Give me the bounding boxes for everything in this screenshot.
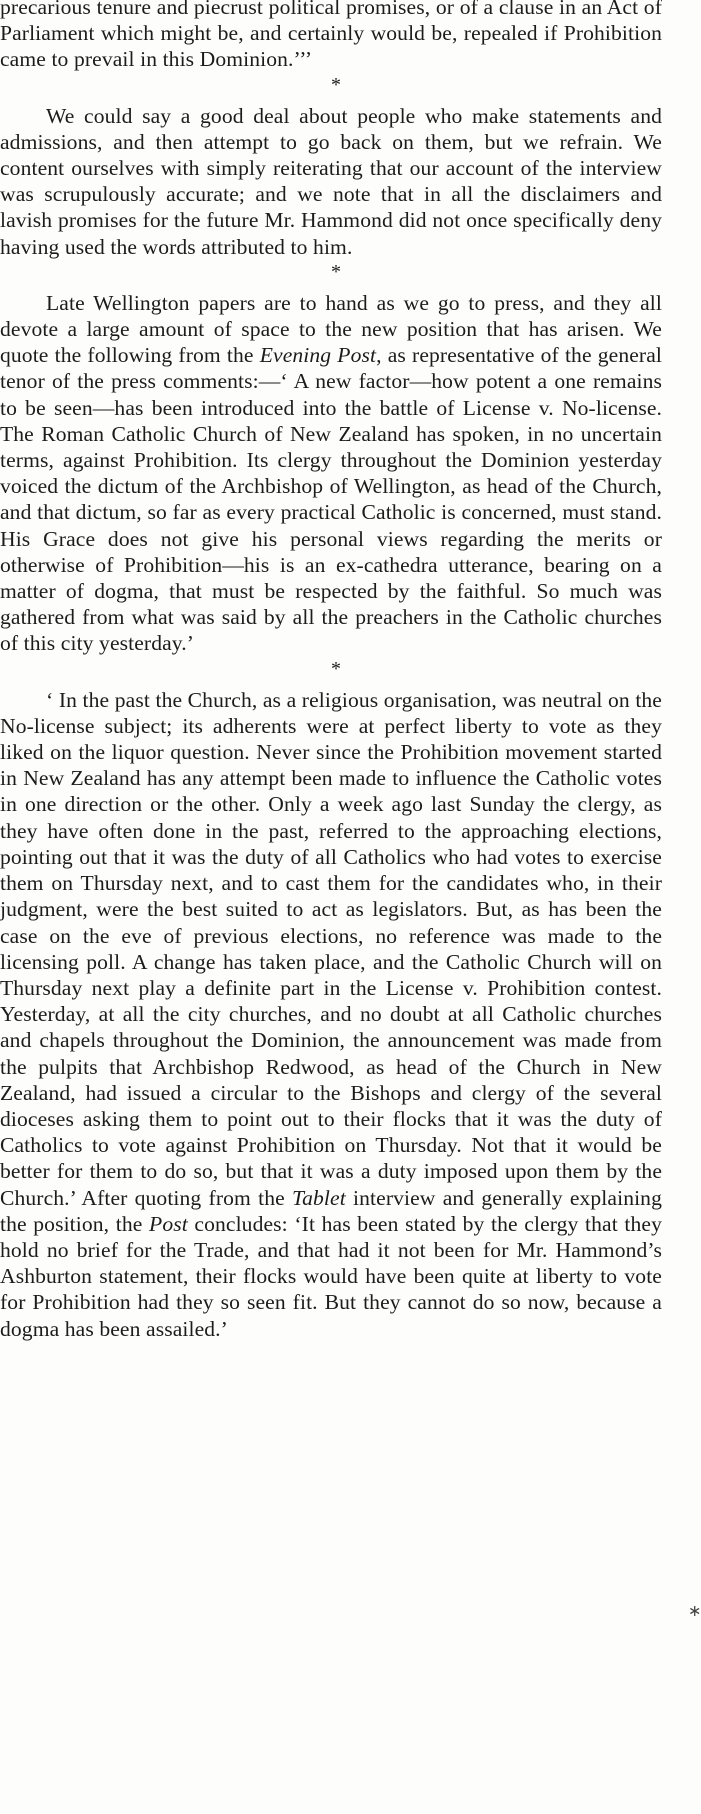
paragraph-hammond-denial <box>0 103 662 260</box>
paragraph-text: concludes: ‘It has been stated by the clergy that they hold no brief for the Trade, and that had it not been for Mr. Hammond’s Ashburton statement, their flocks would have been quite at liberty to vote for Prohibition had they so seen fit. But they cannot do so now, because a dogma has been assailed.’ <box>0 1211 662 1341</box>
paragraph-text: , as representative of the general tenor of the press comments:—‘ A new factor—how potent a one remains to be seen—has been introduced into the battle of License v. No-license. The Roman Catholic Church of New Zealand has spoken, in no uncertain terms, against Prohibition. Its clergy throughout the Dominion yesterday voiced the dictum of the Archbishop of Wellington, as head of the Church, and that dictum, so far as every practical Catholic is concerned, must stand. His Grace does not give his personal views regarding the merits or otherwise of Prohibition—his is an ex-cathedra utterance, bearing on a matter of dogma, that must be respected by the faithful. So much was gathered from what was said by all the preachers in the Catholic churches of this city yesterday.’ <box>0 343 663 656</box>
paragraph-text: precarious tenure and piecrust political promises, or of a clause in an Act of Parliament which might be, and certainly would be, repealed if Prohibition came to prevail in this Dominion.’’’ <box>0 0 662 72</box>
paragraph-text: We could say a good deal about people who make statements and admissions, and then attempt to go back on them, but we refrain. We content ourselves with simply reiterating that our account of the interview was scrupulously accurate; and we note that in all the disclaimers and lavish promises for the future Mr. Hammond did not once specifically deny having used the words attributed to him. <box>0 103 662 259</box>
newspaper-title-evening-post: Evening Post <box>259 343 377 368</box>
paragraph-continued-quote <box>0 0 662 73</box>
section-separator: * <box>330 73 342 96</box>
paragraph-text: interview and generally explaining the position, the <box>0 1185 662 1236</box>
margin-mark: ∗ <box>688 1603 701 1620</box>
newspaper-title-tablet: Tablet <box>292 1185 346 1210</box>
paragraph-church-neutral <box>0 687 662 1342</box>
paragraph-text: ‘ In the past the Church, as a religious organisation, was neutral on the No-license subject; its adherents were at perfect liberty to vote as they liked on the liquor question. Never since the Prohibition movement started in New Zealand has any attempt been made to influence the Catholic votes in one direction or the other. Only a week ago last Sunday the clergy, as they have often done in the past, referred to the approaching elections, pointing out that it was the duty of all Catholics who had votes to exercise them on Thursday next, and to cast them for the candidates who, in their judgment, were the best suited to act as legislators. But, as has been the case on the eve of previous elections, no reference was made to the licensing poll. A change has taken place, and the Catholic Church will on Thursday next play a definite part in the License v. Prohibition contest. Yesterday, at all the city churches, and no doubt at all Catholic churches and chapels throughout the Dominion, the announcement was made from the pulpits that Archbishop Redwood, as head of the Church in New Zealand, had issued a circular to the Bishops and clergy of the several dioceses asking them to point out to their flocks that it was the duty of Catholics to vote against Prohibition on Thursday. Not that it would be better for them to do so, but that it was a duty imposed upon them by the Church.’ After quoting from the <box>0 687 662 1210</box>
paragraph-wellington-papers <box>0 290 662 657</box>
section-separator: * <box>330 657 342 680</box>
newspaper-title-post: Post <box>149 1211 188 1236</box>
section-separator: * <box>330 260 342 283</box>
paragraph-text: Late Wellington papers are to hand as we go to press, and they all devote a large amount of space to the new position that has arisen. We quote the following from the <box>0 290 662 368</box>
